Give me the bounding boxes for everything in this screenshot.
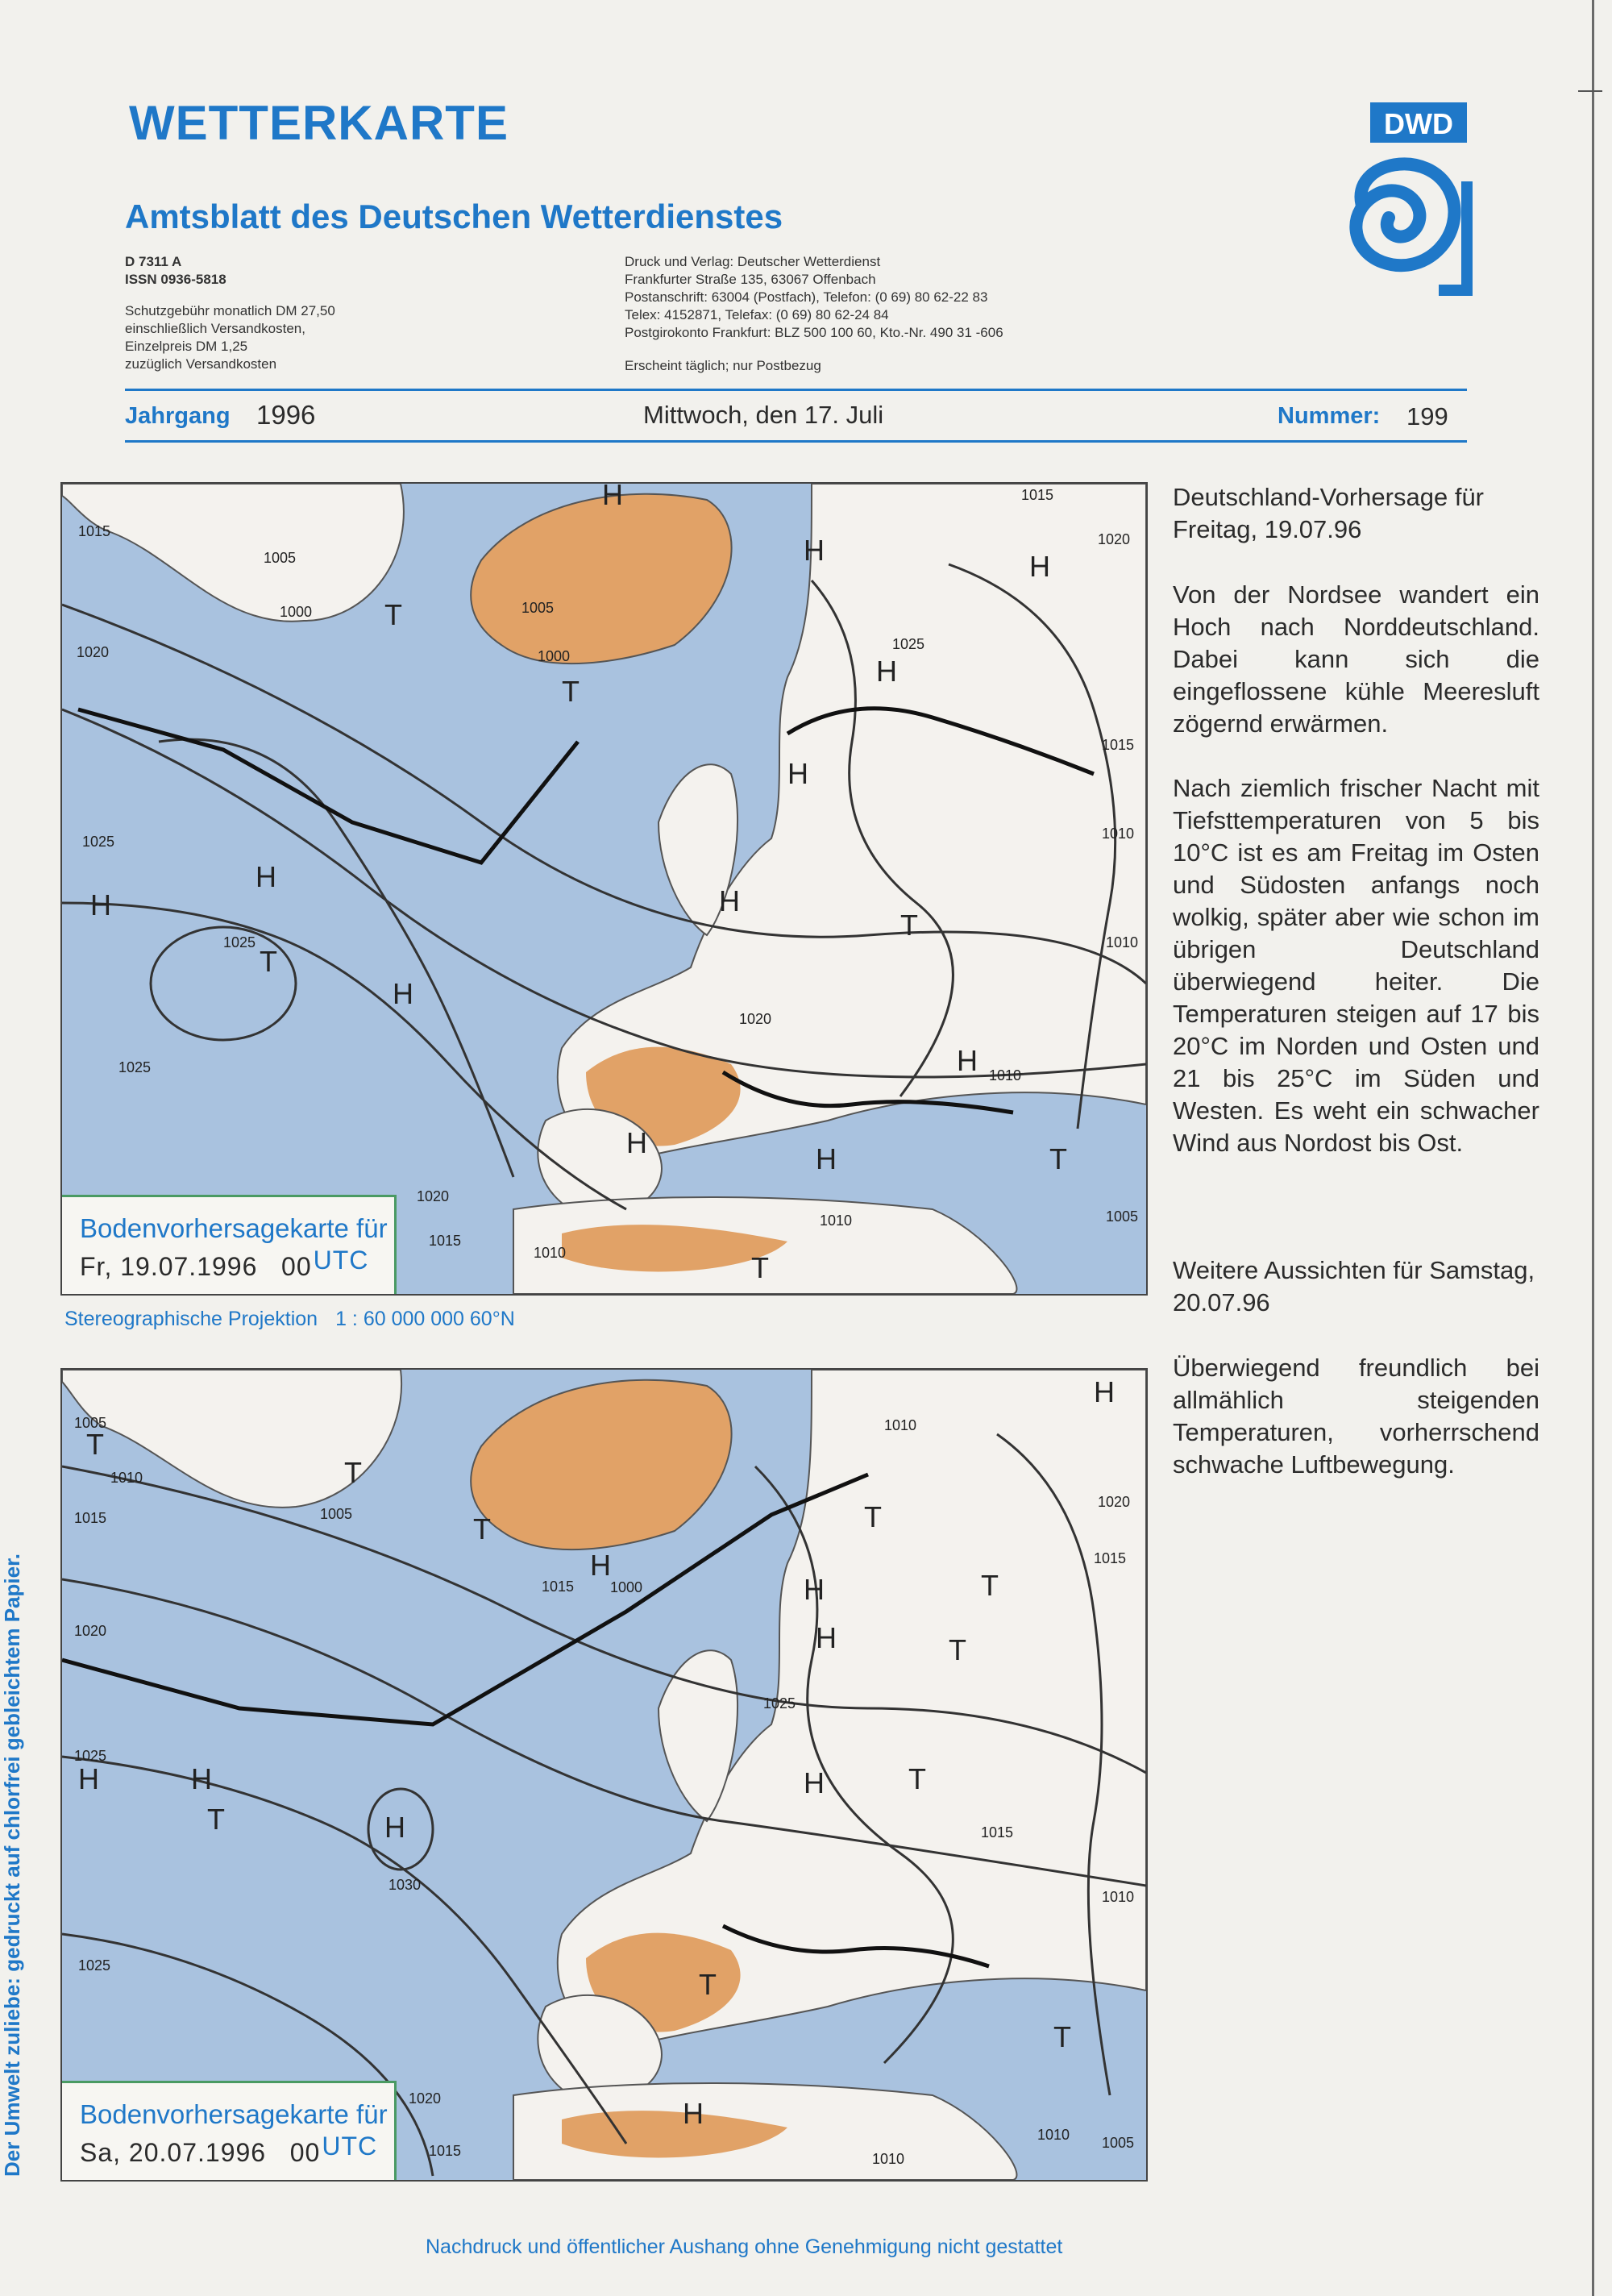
- isobar-value: 1015: [1102, 737, 1135, 753]
- isobar-value: 1030: [388, 1877, 422, 1893]
- pressure-label: T: [864, 1500, 882, 1533]
- pressure-label: H: [719, 884, 740, 917]
- page-title: WETTERKARTE: [129, 96, 509, 150]
- jahrgang-value: 1996: [256, 400, 316, 430]
- isobar-value: 1005: [1106, 1208, 1139, 1225]
- publisher-line: Telex: 4152871, Telefax: (0 69) 80 62-24 84: [625, 307, 889, 322]
- pressure-label: H: [191, 1762, 212, 1795]
- pressure-label: H: [816, 1621, 837, 1654]
- pressure-label: T: [949, 1633, 966, 1666]
- pressure-label: T: [1049, 1142, 1067, 1175]
- pressure-label: H: [804, 1766, 825, 1799]
- page-edge-tick: [1578, 90, 1602, 92]
- caption-date-text: Sa, 20.07.1996: [80, 2138, 267, 2167]
- isobar-value: 1010: [1037, 2127, 1070, 2143]
- forecast-paragraph: Nach ziemlich frischer Nacht mit Tiefsttemperaturen von 5 bis 10°C ist es am Freitag im Osten und Südosten anfangs noch wolkig, später aber wie schon im übrigen Deutschland überwiegend heiter. Die Temperaturen steigen auf 17 bis 20°C im Norden und Osten und 21 bis 25°C im Süden und Westen. Es weht ein schwacher Wind aus Nordost bis Ost.: [1173, 774, 1539, 1157]
- pressure-label: H: [1029, 550, 1050, 583]
- isobar-value: 1020: [77, 644, 110, 660]
- publisher-line: Postgirokonto Frankfurt: BLZ 500 100 60, Kto.-Nr. 490 31 -606: [625, 325, 1003, 340]
- footer-note: Nachdruck und öffentlicher Aushang ohne Genehmigung nicht gestattet: [426, 2236, 1063, 2258]
- side-note: Der Umwelt zuliebe: gedruckt auf chlorfrei gebleichtem Papier.: [0, 1554, 24, 2177]
- publisher-line: Postanschrift: 63004 (Postfach), Telefon: (0 69) 80 62-22 83: [625, 289, 988, 305]
- nummer-value: 199: [1406, 402, 1448, 430]
- caption-title: Bodenvorhersagekarte für: [80, 1213, 388, 1243]
- isobar-value: 1025: [763, 1695, 796, 1712]
- pressure-label: T: [908, 1762, 926, 1795]
- appearance-note: Erscheint täglich; nur Postbezug: [625, 358, 821, 373]
- isobar-value: 1010: [872, 2151, 905, 2167]
- pressure-label: T: [1053, 2020, 1071, 2053]
- isobar-value: 1005: [320, 1506, 353, 1522]
- isobar-value: 1000: [610, 1579, 643, 1595]
- publisher-info: [625, 253, 1003, 342]
- isobar-value: 1015: [429, 2143, 462, 2159]
- isobar-value: 1015: [74, 1510, 107, 1526]
- caption-utc: UTC: [313, 1246, 369, 1275]
- isobar-value: 1020: [1098, 1494, 1131, 1510]
- forecast-heading-friday: Deutschland-Vorhersage für Freitag, 19.07.96: [1173, 483, 1485, 543]
- isobar-value: 1000: [538, 648, 571, 664]
- isobar-value: 1025: [118, 1059, 152, 1075]
- map-caption-saturday: [62, 2081, 397, 2180]
- pressure-label: H: [876, 655, 897, 688]
- jahrgang-label: Jahrgang: [125, 403, 231, 429]
- isobar-value: 1015: [542, 1578, 575, 1595]
- isobar-value: 1025: [223, 934, 256, 950]
- isobar-value: 1010: [534, 1245, 567, 1261]
- publisher-line: Druck und Verlag: Deutscher Wetterdienst: [625, 254, 881, 269]
- fee-line: einschließlich Versandkosten,: [125, 321, 305, 336]
- isobar-value: 1020: [1098, 531, 1131, 547]
- nummer-label: Nummer:: [1278, 403, 1381, 429]
- logo-text: DWD: [1384, 107, 1453, 140]
- publisher-line: Frankfurter Straße 135, 63067 Offenbach: [625, 272, 876, 287]
- pressure-label: H: [957, 1044, 978, 1077]
- isobar-value: 1015: [429, 1233, 462, 1249]
- pressure-label: H: [384, 1811, 405, 1844]
- isobar-value: 1015: [1094, 1550, 1127, 1566]
- pressure-label: T: [699, 1968, 717, 2001]
- issue-date: Mittwoch, den 17. Juli: [643, 401, 884, 429]
- caption-utc: UTC: [322, 2132, 378, 2161]
- pressure-label: T: [86, 1428, 104, 1461]
- pressure-label: T: [384, 598, 402, 631]
- fee-line: zuzüglich Versandkosten: [125, 356, 277, 372]
- header-rule-top: [125, 389, 1467, 391]
- forecast-paragraph: Von der Nordsee wandert ein Hoch nach Norddeutschland. Dabei kann sich die eingeflossene kühle Meeresluft zögernd erwärmen.: [1173, 580, 1539, 738]
- page-edge: [1592, 0, 1594, 2296]
- pressure-label: H: [602, 484, 623, 511]
- caption-date-text: Fr, 19.07.1996: [80, 1252, 258, 1281]
- map-friday-svg: [62, 484, 1146, 1294]
- pressure-label: H: [804, 534, 825, 567]
- isobar-value: 1025: [74, 1748, 107, 1764]
- pressure-label: H: [1094, 1375, 1115, 1408]
- pressure-label: H: [683, 2097, 704, 2130]
- publication-ids: [125, 253, 226, 289]
- caption-date: [80, 2132, 378, 2168]
- isobar-value: 1020: [409, 2090, 442, 2107]
- pressure-label: H: [787, 757, 808, 790]
- forecast-heading-saturday: Weitere Aussichten für Samstag, 20.07.96: [1173, 1256, 1535, 1316]
- fee-line: Schutzgebühr monatlich DM 27,50: [125, 303, 335, 318]
- pressure-label: T: [562, 675, 580, 708]
- pressure-label: H: [256, 860, 276, 893]
- pressure-label: T: [900, 909, 918, 942]
- dwd-logo-icon: [1318, 101, 1479, 302]
- isobar-value: 1010: [989, 1067, 1022, 1084]
- projection-text: Stereographische Projektion: [64, 1308, 318, 1330]
- forecast-map-saturday: [60, 1368, 1148, 2182]
- pressure-label: T: [473, 1512, 491, 1545]
- caption-hour: 00: [281, 1252, 312, 1281]
- pressure-label: H: [626, 1126, 647, 1159]
- projection-note: [64, 1308, 515, 1331]
- isobar-value: 1005: [74, 1415, 107, 1431]
- pressure-label: H: [393, 977, 413, 1010]
- pressure-label: T: [751, 1251, 769, 1284]
- isobar-value: 1010: [884, 1417, 917, 1433]
- isobar-value: 1020: [739, 1011, 772, 1027]
- pressure-label: T: [260, 945, 277, 978]
- caption-title: Bodenvorhersagekarte für: [80, 2099, 388, 2129]
- forecast-map-friday: [60, 482, 1148, 1296]
- pressure-label: T: [207, 1803, 225, 1836]
- isobar-value: 1025: [82, 834, 115, 850]
- isobar-value: 1005: [1102, 2135, 1135, 2151]
- page-subtitle: Amtsblatt des Deutschen Wetterdienstes: [125, 198, 783, 235]
- isobar-value: 1005: [264, 550, 297, 566]
- fee-info: [125, 302, 335, 373]
- pressure-label: T: [344, 1456, 362, 1489]
- caption-hour: 00: [289, 2138, 321, 2167]
- pressure-label: H: [816, 1142, 837, 1175]
- isobar-value: 1015: [981, 1824, 1014, 1841]
- caption-date: [80, 1246, 369, 1282]
- isobar-value: 1010: [1102, 826, 1135, 842]
- isobar-value: 1000: [280, 604, 313, 620]
- header-rule-bottom: [125, 440, 1467, 443]
- isobar-value: 1015: [1021, 487, 1054, 503]
- map-saturday-svg: [62, 1370, 1146, 2180]
- fee-line: Einzelpreis DM 1,25: [125, 339, 248, 354]
- isobar-value: 1020: [417, 1188, 450, 1204]
- isobar-value: 1025: [78, 1957, 111, 1974]
- isobar-value: 1010: [110, 1470, 143, 1486]
- isobar-value: 1005: [521, 600, 555, 616]
- issn: ISSN 0936-5818: [125, 272, 226, 287]
- projection-scale: 1 : 60 000 000 60°N: [335, 1308, 515, 1330]
- isobar-value: 1025: [892, 636, 925, 652]
- isobar-value: 1020: [74, 1623, 107, 1639]
- publication-id: D 7311 A: [125, 254, 182, 269]
- pressure-label: H: [78, 1762, 99, 1795]
- isobar-value: 1010: [820, 1212, 853, 1229]
- isobar-value: 1010: [1106, 934, 1139, 950]
- pressure-label: H: [590, 1549, 611, 1582]
- pressure-label: H: [804, 1573, 825, 1606]
- pressure-label: T: [981, 1569, 999, 1602]
- isobar-value: 1010: [1102, 1889, 1135, 1905]
- isobar-value: 1015: [78, 523, 111, 539]
- map-caption-friday: [62, 1195, 397, 1294]
- pressure-label: H: [90, 888, 111, 921]
- forecast-paragraph: Überwiegend freundlich bei allmählich steigenden Temperaturen, vorherrschend schwache Luftbewegung.: [1173, 1354, 1539, 1479]
